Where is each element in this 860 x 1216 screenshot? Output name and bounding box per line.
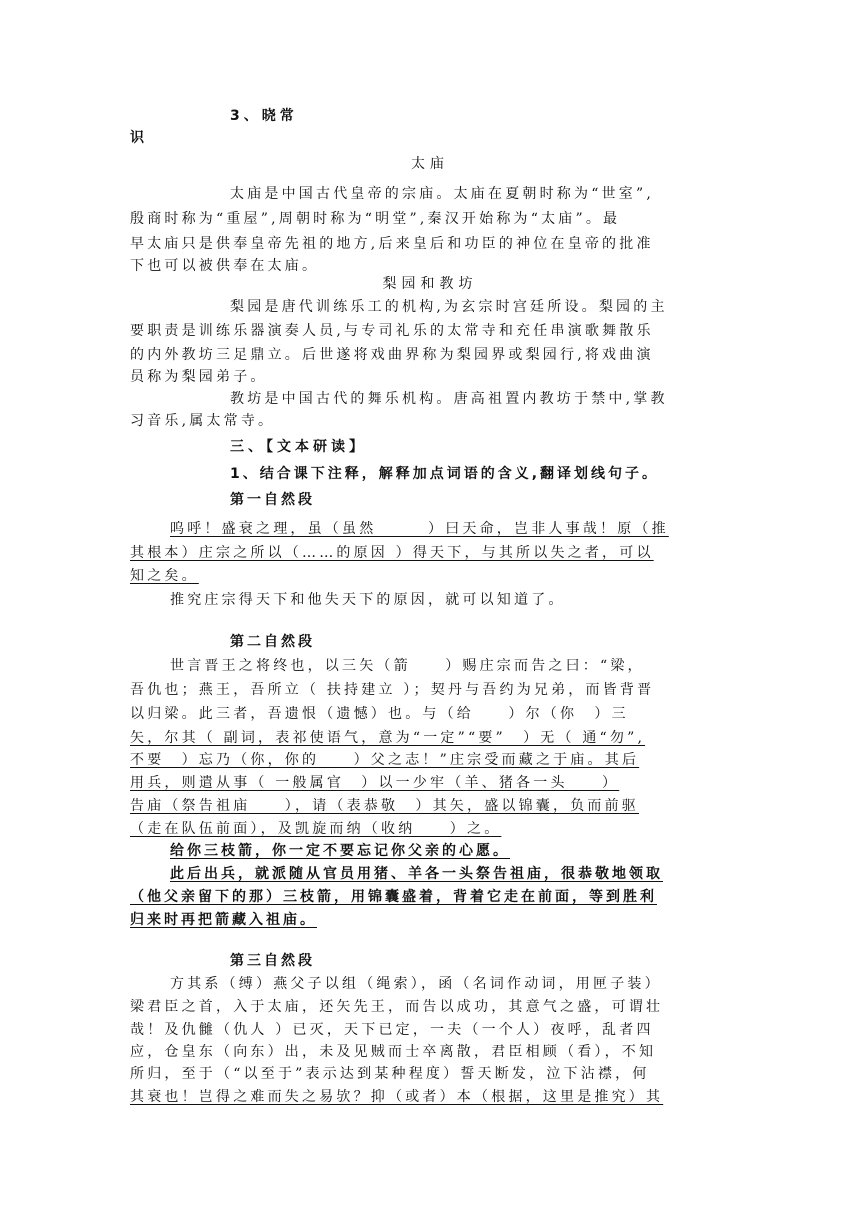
paragraph-line: 太庙是中国古代皇帝的宗庙。太庙在夏朝时称为“世室”, [230, 186, 654, 202]
section-heading-text-study: 三、【文本研读】 [230, 439, 367, 455]
subtitle-liyuan-jiaofang: 梨园和教坊 [382, 276, 478, 292]
annotated-line: 应，仓皇东（向东）出，未及见贼而士卒离散，君臣相顾（看），不知 [130, 1044, 657, 1060]
paragraph-line: 梨园是唐代训练乐工的机构,为玄宗时宫廷所设。梨园的主 [230, 299, 668, 315]
annotated-line: 呜呼！盛衰之理，虽（虽然 ）曰天命，岂非人事哉！原（推 [170, 521, 669, 537]
annotated-line: 告庙（祭告祖庙 ），请（表恭敬 ）其矢，盛以锦囊，负而前驱 [130, 798, 639, 814]
paragraph-line: 习音乐,属太常寺。 [130, 413, 276, 429]
paragraph-line: 殷商时称为“重屋”,周朝时称为“明堂”,秦汉开始称为“太庙”。最 [130, 211, 621, 227]
annotated-line: 其根本）庄宗之所以（……的原因 ）得天下，与其所以失之者，可以 [130, 545, 654, 561]
translation-line: （他父亲留下的那）三枝箭，用锦囊盛着，背着它走在前面，等到胜利 [130, 889, 657, 905]
translation-line: 给你三枝箭，你一定不要忘记你父亲的心愿。 [170, 843, 510, 859]
paragraph-line: 教坊是中国古代的舞乐机构。唐高祖置内教坊于禁中,掌教 [230, 391, 668, 407]
translation-line: 归来时再把箭藏入祖庙。 [130, 912, 317, 928]
annotated-line: 梁君臣之首，入于太庙，还矢先王，而告以成功，其意气之盛，可谓壮 [130, 999, 664, 1015]
paragraph-line: 的内外教坊三足鼎立。后世遂将戏曲界称为梨园界或梨园行,将戏曲演 [130, 347, 654, 363]
section-heading-3: 3、晓常 [230, 108, 298, 124]
annotated-line: 知之矣。 [130, 568, 199, 584]
paragraph-line: 早太庙只是供奉皇帝先祖的地方,后来皇后和功臣的神位在皇帝的批准 [130, 236, 654, 252]
paragraph-line: 要职责是训练乐器演奏人员,与专司礼乐的太常寺和充任串演歌舞散乐 [130, 323, 654, 339]
annotated-line: （走在队伍前面），及凯旋而纳（收纳 ）之。 [130, 821, 502, 837]
annotated-line: 不要 ）忘乃（你，你的 ）父之志！”庄宗受而藏之于庙。其后 [130, 752, 640, 768]
translation-line: 推究庄宗得天下和他失天下的原因，就可以知道了。 [170, 592, 566, 608]
annotated-line: 用兵，则遣从事（ 一般属官 ）以一少牢（羊、猪各一头 ） [130, 775, 620, 791]
task-instruction: 1、结合课下注释，解释加点词语的含义,翻译划线句子。 [230, 466, 660, 482]
annotated-line: 世言晋王之将终也，以三矢（箭 ）赐庄宗而告之曰：“梁， [170, 658, 645, 674]
paragraph-heading-2: 第二自然段 [230, 634, 315, 650]
annotated-line: 所归，至于（“以至于”表示达到某种程度）誓天断发，泣下沾襟，何 [130, 1066, 650, 1082]
translation-line: 此后出兵，就派随从官员用猪、羊各一头祭告祖庙，很恭敬地领取 [170, 866, 663, 882]
subtitle-taimiao: 太庙 [411, 156, 449, 172]
annotated-line: 其衰也！岂得之难而失之易欤？抑（或者）本（根据，这里是推究）其 [130, 1089, 664, 1105]
annotated-line: 吾仇也；燕王，吾所立（ 扶持建立 ）；契丹与吾约为兄弟，而皆背晋 [130, 682, 655, 698]
section-heading-3-wrap: 识 [130, 130, 144, 146]
annotated-line: 矢，尔其（ 副词，表祁使语气，意为“一定”“要” ）无（ 通“勿”, [130, 730, 646, 746]
annotated-line: 以归梁。此三者，吾遗恨（遗憾）也。与（给 ）尔（你 ）三 [130, 706, 629, 722]
paragraph-heading-1: 第一自然段 [230, 492, 315, 508]
paragraph-line: 员称为梨园弟子。 [130, 369, 268, 385]
annotated-line: 哉！及仇雠（仇人 ）已灭，天下已定，一夫（一个人）夜呼，乱者四 [130, 1022, 654, 1038]
paragraph-heading-3: 第三自然段 [230, 953, 315, 969]
annotated-line: 方其系（缚）燕父子以组（绳索），函（名词作动词，用匣子装） [170, 976, 662, 992]
paragraph-line: 下也可以被供奉在太庙。 [130, 258, 320, 274]
